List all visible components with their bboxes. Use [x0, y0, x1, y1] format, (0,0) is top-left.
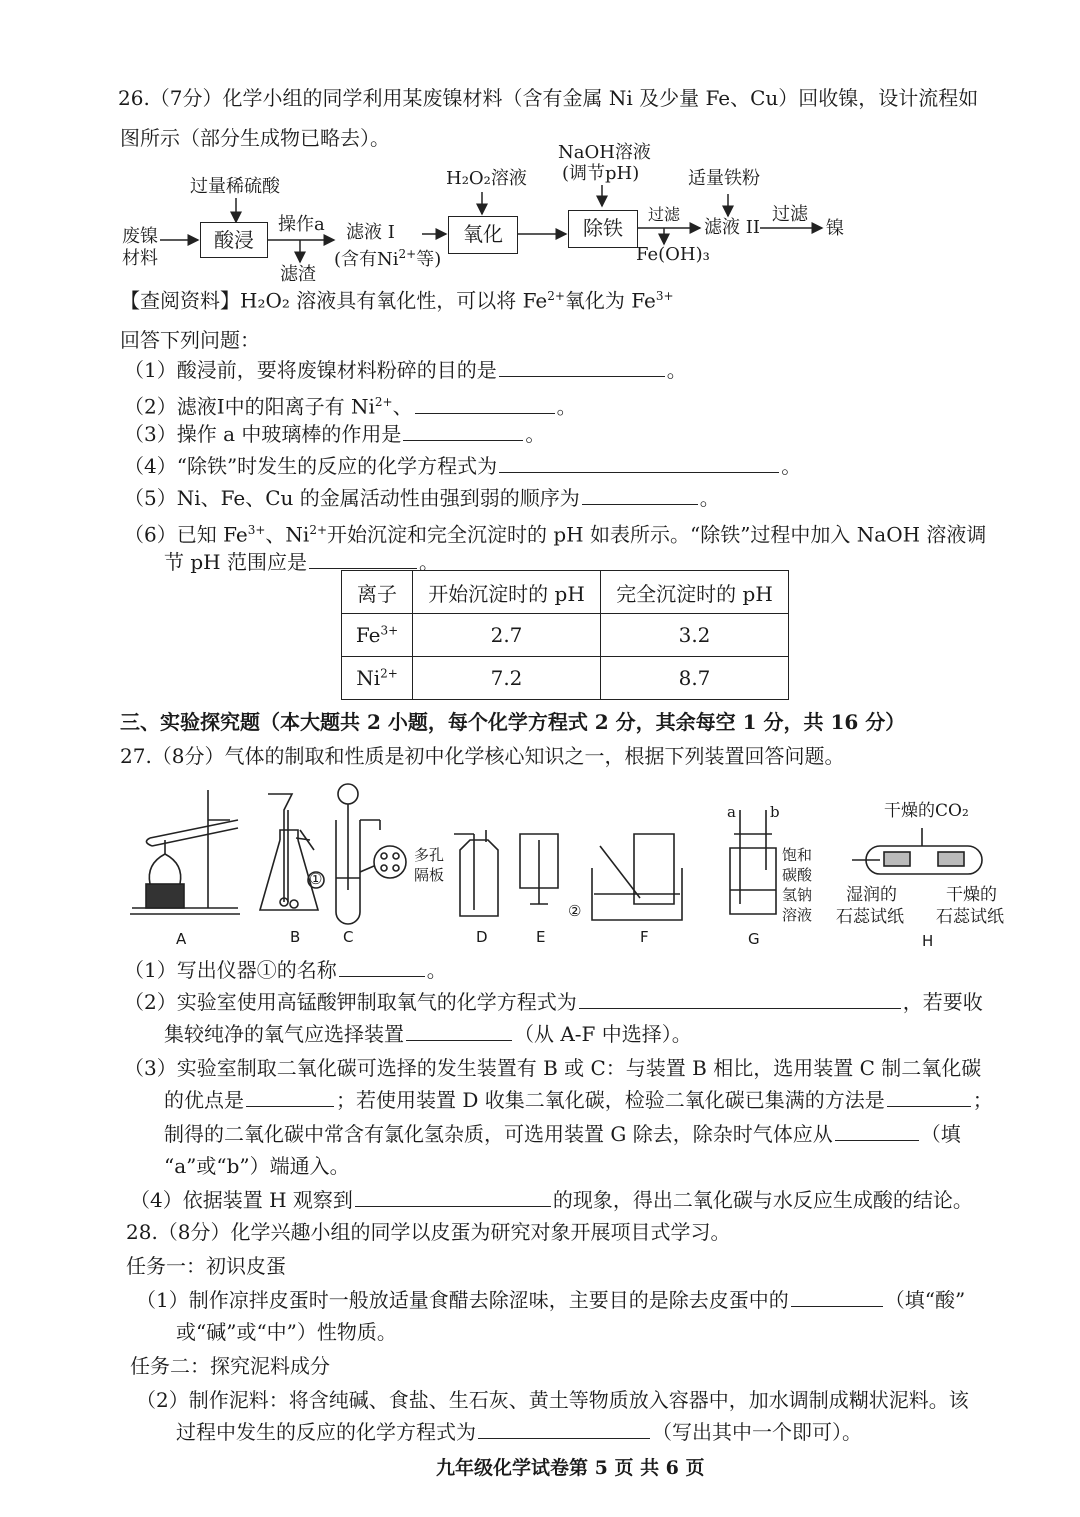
flow-filtrate1: 滤液 I [346, 222, 395, 243]
q27-part3-line1: （3）实验室制取二氧化碳可选择的发生装置有 B 或 C：与装置 B 相比，选用装置 C 制二氧化碳 [124, 1056, 982, 1080]
porous-plate-label-2: 隔板 [414, 866, 445, 884]
apparatus-label-g: G [748, 930, 760, 948]
q27-part2-line1 [124, 988, 983, 1016]
q26-part5-text: （5）Ni、Fe、Cu 的金属活动性由强到弱的顺序为 [124, 486, 580, 510]
q27-part2-line2-text: 集较纯净的氧气应选择装置 [164, 1022, 404, 1046]
q26-part6-sup2: 2+ [309, 523, 328, 537]
g-solution-4: 溶液 [782, 906, 813, 924]
q26-part2-text: （2）滤液I中的阳离子有 Ni [124, 394, 375, 419]
flow-start2: 材料 [122, 248, 158, 269]
q27-part2-line2-post: （从 A-F 中选择）。 [514, 1022, 692, 1046]
q26-part6-line1 [124, 516, 986, 549]
q27-part3-line2-text: 的优点是 [164, 1088, 244, 1112]
flow-start: 废镍 [122, 226, 158, 247]
q27-part3-blank1[interactable] [246, 1086, 334, 1107]
q26-part6-line2-text: 节 pH 范围应是 [164, 550, 307, 574]
g-solution-3: 氢钠 [782, 886, 813, 904]
q26-part4-period: 。 [781, 454, 802, 478]
q26-part2-sup: 2+ [374, 395, 393, 409]
q28-part2-blank[interactable] [478, 1418, 650, 1439]
h-dry-co2: 干燥的CO₂ [884, 801, 969, 821]
h-dry-paper-2: 石蕊试纸 [936, 907, 1004, 927]
q28-part1-line2: 或“碱”或“中”）性物质。 [176, 1320, 397, 1344]
apparatus-circle-1: ① [309, 870, 323, 888]
q27-part3-line3-post: （填 [920, 1122, 961, 1146]
ph-table-row [342, 614, 789, 657]
q26-part5 [124, 484, 720, 512]
q27-part3-line2 [164, 1086, 993, 1114]
ph-table-ion-symbol: Fe [355, 623, 381, 647]
q27-part2-blank1[interactable] [579, 988, 901, 1009]
apparatus-label-b: B [290, 928, 301, 946]
q27-part4 [130, 1186, 973, 1214]
q26-part2-blank[interactable] [415, 393, 555, 414]
ph-table-ion-charge: 2+ [380, 666, 398, 681]
ph-table-start-value: 7.2 [413, 657, 601, 700]
q26-part3-blank[interactable] [403, 420, 523, 441]
flow-box-acid-leach: 酸浸 [200, 222, 268, 258]
q26-part1-text: （1）酸浸前，要将废镍材料粉碎的目的是 [124, 358, 497, 382]
q26-part6-pre: （6）已知 Fe [124, 522, 248, 547]
q27-part2-blank2[interactable] [406, 1020, 512, 1041]
q27-part4-blank[interactable] [355, 1186, 551, 1207]
q26-part6-mid: 、Ni [265, 522, 310, 547]
q26-part2-period: 。 [556, 394, 577, 419]
flow-filter1: 过滤 [648, 205, 681, 224]
q27-part3-line3-text: 制得的二氧化碳中常含有氯化氢杂质，可选用装置 G 除去，除杂时气体应从 [164, 1122, 833, 1146]
apparatus-label-h: H [922, 932, 934, 950]
q26-part3-text: （3）操作 a 中玻璃棒的作用是 [124, 422, 402, 446]
q26-reference-pre: 【查阅资料】H₂O₂ 溶液具有氧化性，可以将 Fe [120, 288, 548, 313]
ph-table-row [342, 657, 789, 700]
q26-part6-post: 开始沉淀和完全沉淀时的 pH 如表所示。“除铁”过程中加入 NaOH 溶液调 [327, 522, 987, 547]
q26-intro-line2: 图所示（部分生成物已略去）。 [120, 126, 390, 150]
q28-part1-text: （1）制作凉拌皮蛋时一般放适量食醋去除涩味，主要目的是除去皮蛋中的 [136, 1288, 789, 1312]
q26-part2-post: 、 [392, 394, 413, 419]
page-footer: 九年级化学试卷第 5 页 共 6 页 [436, 1457, 705, 1479]
flow-filtrate2: 滤液 II [704, 217, 760, 238]
q26-part6-period: 。 [418, 550, 439, 574]
apparatus-label-a: A [176, 930, 187, 948]
ph-table-full-value: 3.2 [601, 614, 789, 657]
q28-part2-post: （写出其中一个即可）。 [652, 1420, 862, 1444]
q26-part4 [124, 452, 801, 480]
q27-part3-line4: “a”或“b”）端通入。 [164, 1154, 350, 1178]
q27-intro: 27.（8分）气体的制取和性质是初中化学核心知识之一，根据下列装置回答问题。 [120, 744, 845, 768]
q26-part6-blank[interactable] [309, 548, 417, 569]
q26-reference [120, 282, 674, 315]
ph-table-header-row [342, 571, 789, 614]
flow-op-a: 操作a [278, 214, 325, 235]
ph-table-ion [342, 614, 413, 657]
g-solution-1: 饱和 [782, 846, 813, 864]
q26-reference-mid: 氧化为 Fe [564, 288, 656, 313]
q28-part1-line1 [136, 1286, 965, 1314]
q28-intro: 28.（8分）化学兴趣小组的同学以皮蛋为研究对象开展项目式学习。 [126, 1220, 731, 1244]
flow-filter2: 过滤 [772, 204, 808, 225]
q27-part3-line3 [164, 1120, 961, 1148]
q26-part5-period: 。 [699, 486, 720, 510]
q28-task2: 任务二：探究泥料成分 [130, 1354, 330, 1378]
q27-part3-blank2[interactable] [887, 1086, 971, 1107]
q26-part4-blank[interactable] [499, 452, 779, 473]
apparatus-label-e: E [536, 928, 546, 946]
h-wet-paper-1: 湿润的 [846, 885, 897, 905]
q27-part1-period: 。 [426, 958, 447, 982]
ph-table-header-start: 开始沉淀时的 pH [413, 571, 601, 614]
q27-part2-text: （2）实验室使用高锰酸钾制取氧气的化学方程式为 [124, 990, 577, 1014]
q27-part4-text: （4）依据装置 H 观察到 [130, 1188, 353, 1212]
q26-part1 [124, 356, 687, 384]
q27-part1 [124, 956, 447, 984]
q26-answer-prompt: 回答下列问题： [120, 328, 260, 352]
q27-part4-post: 的现象，得出二氧化碳与水反应生成酸的结论。 [552, 1188, 973, 1212]
ph-table-header-full: 完全沉淀时的 pH [601, 571, 789, 614]
q28-part2-line2 [176, 1418, 862, 1446]
q26-reference-sup1: 2+ [547, 289, 565, 303]
ph-table-full-value: 8.7 [601, 657, 789, 700]
apparatus-label-d: D [476, 928, 488, 946]
section3-heading: 三、实验探究题（本大题共 2 小题，每个化学方程式 2 分，其余每空 1 分，共 16 分） [120, 710, 906, 734]
ph-table-ion-symbol: Ni [356, 666, 381, 690]
flow-filtrate1-note-sup: 2+ [398, 247, 417, 261]
q27-part1-blank[interactable] [339, 956, 425, 977]
ph-table-header-ion: 离子 [342, 571, 413, 614]
flow-iron-powder: 适量铁粉 [688, 168, 760, 189]
apparatus-circle-2: ② [568, 902, 582, 920]
porous-plate-label-1: 多孔 [414, 846, 445, 864]
q26-intro-line1: 26.（7分）化学小组的同学利用某废镍材料（含有金属 Ni 及少量 Fe、Cu）回收镍，设计流程如 [118, 86, 979, 110]
g-port-b: b [770, 803, 780, 821]
apparatus-label-c: C [343, 928, 354, 946]
flow-h2o2: H₂O₂溶液 [446, 168, 527, 189]
h-wet-paper-2: 石蕊试纸 [836, 907, 904, 927]
q28-part1-post: （填“酸” [884, 1288, 966, 1312]
q26-part1-period: 。 [666, 358, 687, 382]
ph-table-ion [342, 657, 413, 700]
q26-reference-sup2: 3+ [655, 289, 674, 303]
flow-acid-label: 过量稀硫酸 [190, 176, 280, 197]
g-port-a: a [727, 803, 736, 821]
ph-table-start-value: 2.7 [413, 614, 601, 657]
q26-part3-period: 。 [525, 422, 546, 446]
flow-box-oxidation: 氧化 [448, 216, 518, 254]
q26-part5-blank[interactable] [582, 484, 698, 505]
flow-naoh-note: (调节pH) [562, 163, 640, 184]
flow-feoh3: Fe(OH)₃ [636, 244, 710, 265]
q28-part2-line1: （2）制作泥料：将含纯碱、食盐、生石灰、黄土等物质放入容器中，加水调制成糊状泥料。该 [136, 1388, 969, 1412]
q27-part1-text: （1）写出仪器①的名称 [124, 958, 337, 982]
q26-part2 [124, 388, 577, 421]
apparatus-label-f: F [640, 928, 649, 946]
flow-naoh: NaOH溶液 [558, 142, 651, 163]
q26-part3 [124, 420, 545, 448]
q28-part1-blank[interactable] [791, 1286, 883, 1307]
q27-part3-line2-post: ； [972, 1088, 993, 1112]
flow-filtrate1-note [334, 243, 441, 271]
h-dry-paper-1: 干燥的 [946, 885, 997, 905]
q26-part6-sup1: 3+ [247, 523, 266, 537]
ph-table [341, 570, 789, 700]
ph-table-ion-charge: 3+ [380, 623, 399, 638]
q27-part3-line2-mid: ；若使用装置 D 收集二氧化碳，检验二氧化碳已集满的方法是 [336, 1088, 885, 1112]
q28-task1: 任务一：初识皮蛋 [126, 1254, 286, 1278]
q26-part1-blank[interactable] [499, 356, 665, 377]
flow-box-remove-iron: 除铁 [568, 210, 638, 248]
q27-part2-line2 [164, 1020, 692, 1048]
flow-end-nickel: 镍 [826, 218, 844, 239]
flow-filtrate1-note-pre: (含有Ni [334, 249, 399, 270]
flow-residue: 滤渣 [280, 264, 316, 285]
q27-part2-post: ，若要收 [902, 990, 983, 1014]
q28-part2-text: 过程中发生的反应的化学方程式为 [176, 1420, 476, 1444]
q26-part4-text: （4）“除铁”时发生的反应的化学方程式为 [124, 454, 498, 478]
q27-part3-blank3[interactable] [835, 1120, 919, 1141]
g-solution-2: 碳酸 [782, 866, 813, 884]
flow-filtrate1-note-post: 等) [416, 249, 442, 270]
